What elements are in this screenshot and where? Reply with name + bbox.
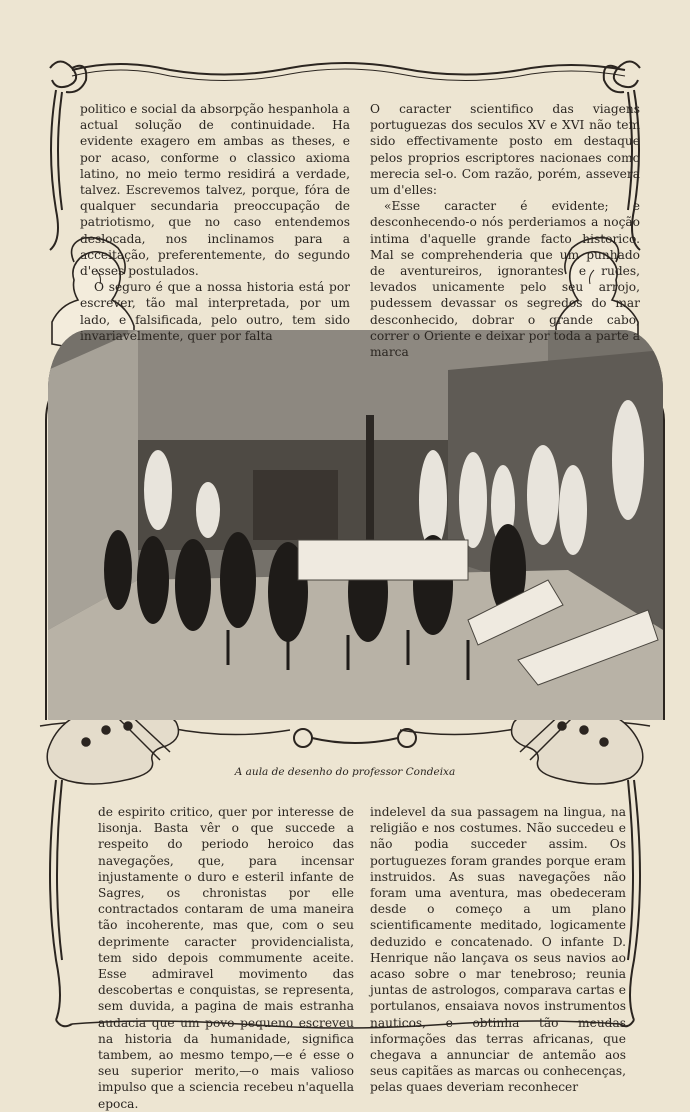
paragraph: «Esse caracter é evidente; e desconhecendo-o nós perderiamos a noção intima d'aquelle grande facto historico. Mal se comprehenderia que um punhado de aventureiros, ignorantes e rudes, levados unicamente pelo seu arrojo, pudessem devassar os segredos do mar desconhecido, dobrar o grande cabo, correr o Oriente e deixar por toda a parte a marca xyxy=(370,199,640,360)
top-left-column xyxy=(80,101,350,344)
paragraph: de espirito critico, quer por interesse de lisonja. Basta vêr o que succede a respeito do periodo heroico das navegações, que, para incensar injustamente o duro e esteril infante de Sagres, os chronistas por elle contractados contaram de uma maneira tão incoherente, mas que, com o seu deprimente caracter providencialista, tem sido depois commumente aceite. Esse admiravel movimento das descobertas e conquistas, se representa, sem duvida, a pagina de mais estranha audacia que um povo pequeno escreveu na historia da humanidade, significa tambem, ao mesmo tempo,—e é esse o seu superior merito,—o mais valioso impulso que a sciencia recebeu n'aquella epoca. xyxy=(98,805,354,1111)
paragraph: O seguro é que a nossa historia está por escrever, tão mal interpretada, por um lado, e falsificada, pelo outro, tem sido invariavelmente, quer por falta xyxy=(80,280,350,343)
drawing-class-photo xyxy=(48,330,663,720)
bottom-right-column xyxy=(370,804,626,1096)
photo-caption: A aula de desenho do professor Condeixa xyxy=(234,766,456,778)
bottom-left-column xyxy=(98,804,354,1112)
paragraph: indelevel da sua passagem na lingua, na religião e nos costumes. Não succedeu e não podia succeder assim. Os portuguezes foram grandes porque eram instruidos. As suas navegações não foram uma aventura, mas obedeceram desde o começo a um plano scientificamente meditado, logicamente deduzido e concatenado. O infante D. Henrique não lançava os seus navios ao acaso sobre o mar tenebroso; reunia juntas de astrologos, comparava cartas e portulanos, ensaiava novos instrumentos nauticos, e obtinha tão meudas informações das terras africanas, que chegava a annunciar de antemão aos seus capitães as marcas ou conhecenças, pelas quaes deveriam reconhecer xyxy=(370,805,626,1095)
photo-illustration xyxy=(48,330,663,720)
paragraph: politico e social da absorpção hespanhola a actual solução de continuidade. Ha evidente exagero em ambas as theses, e por acaso, conforme o classico axioma latino, no meio termo residirá a verdade, talvez. Escrevemos talvez, porque, fóra de qualquer secundaria preoccupação de patriotismo, que no caso entendemos deslocada, nos inclinamos para a acceitação, preferentemente, do segundo d'esses postulados. xyxy=(80,102,350,279)
top-right-column xyxy=(370,101,640,360)
paragraph: O caracter scientifico das viagens portuguezas dos seculos XV e XVI não tem sido effectivamente posto em destaque pelos proprios escriptores nacionaes como merecia sel-o. Com razão, porém, assevera um d'elles: xyxy=(370,102,640,198)
